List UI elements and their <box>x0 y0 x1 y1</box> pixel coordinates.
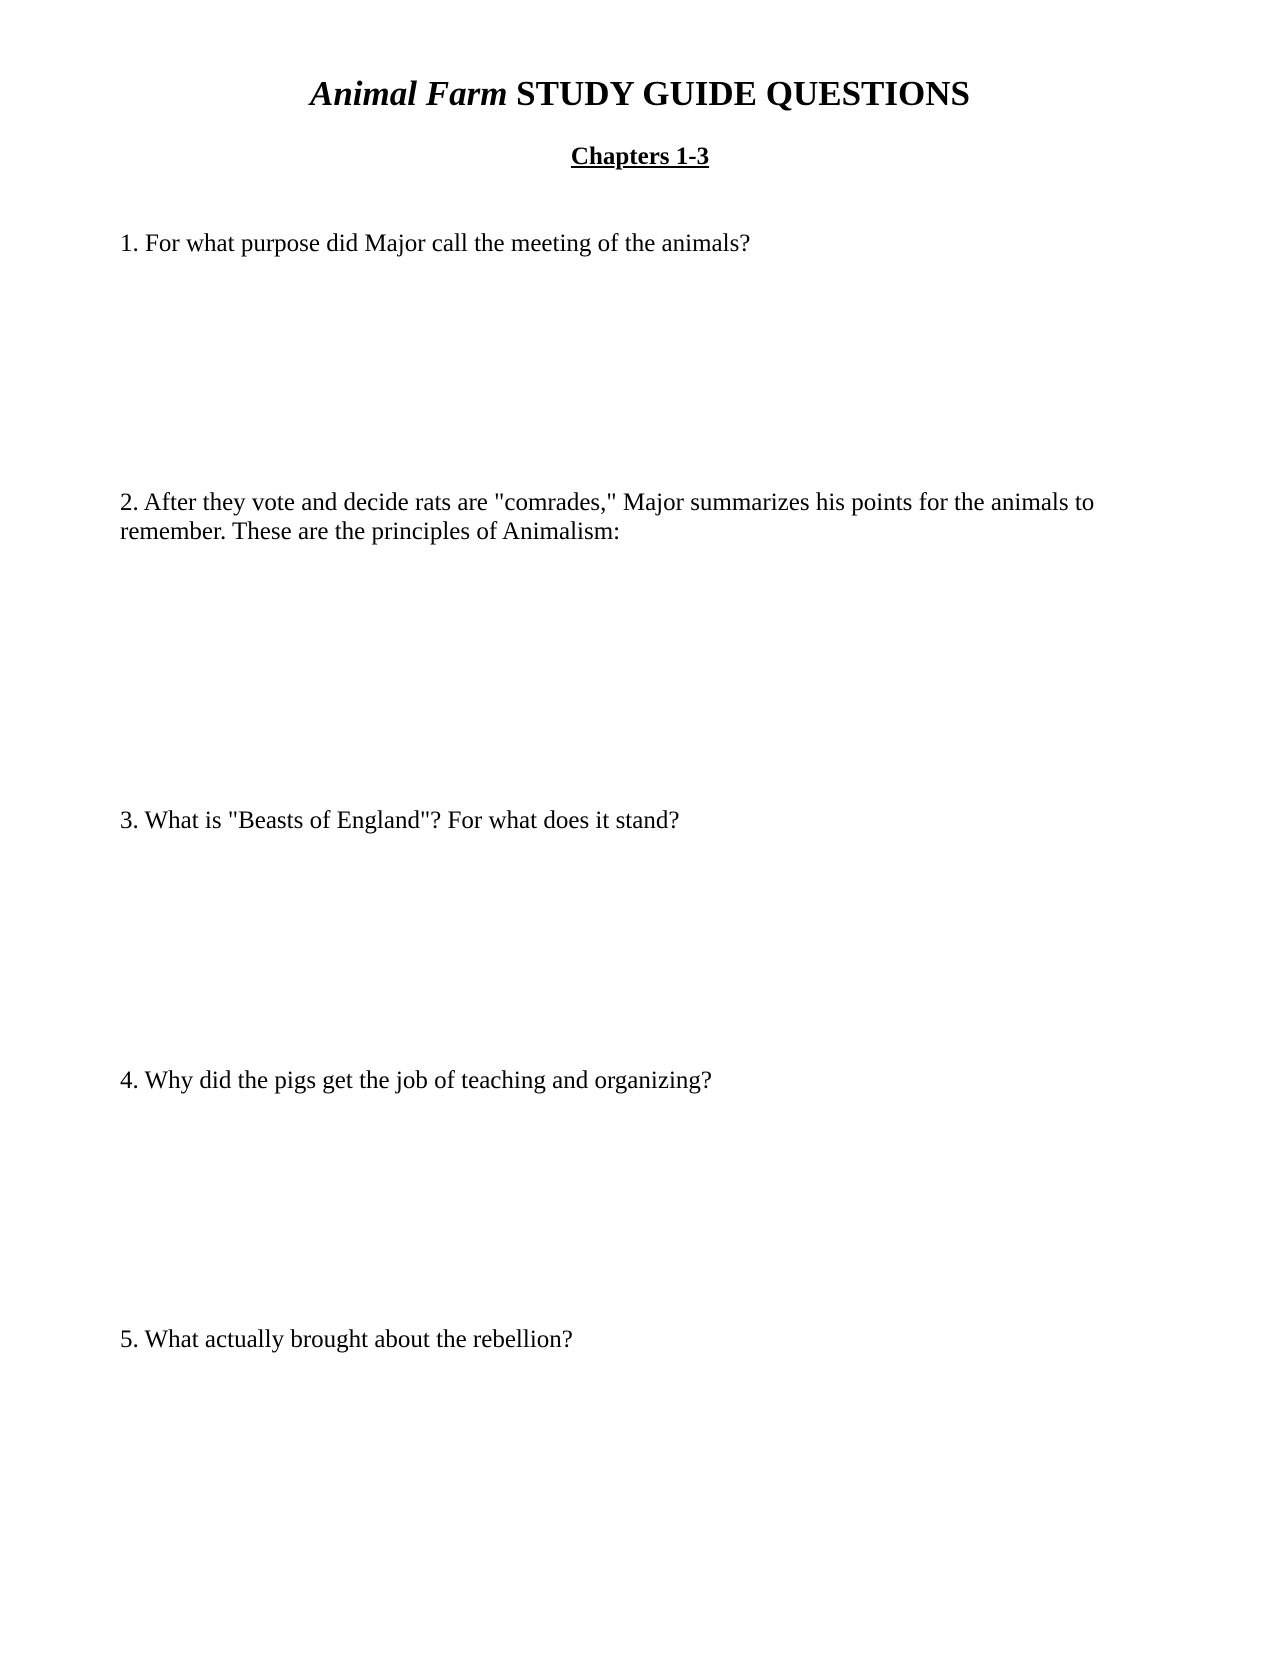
title-text: STUDY GUIDE QUESTIONS <box>516 74 970 113</box>
question-3: 3. What is "Beasts of England"? For what does it stand? <box>120 807 680 834</box>
question-1: 1. For what purpose did Major call the meeting of the animals? <box>120 230 751 257</box>
page-title <box>0 72 1280 116</box>
title-book-name: Animal Farm <box>310 74 508 113</box>
question-5: 5. What actually brought about the rebellion? <box>120 1326 573 1353</box>
question-2: 2. After they vote and decide rats are "comrades," Major summarizes his points for the animals to remember. These are the principles of Animalism: <box>120 489 1095 545</box>
question-4: 4. Why did the pigs get the job of teaching and organizing? <box>120 1067 712 1094</box>
chapter-subtitle: Chapters 1-3 <box>570 143 710 170</box>
